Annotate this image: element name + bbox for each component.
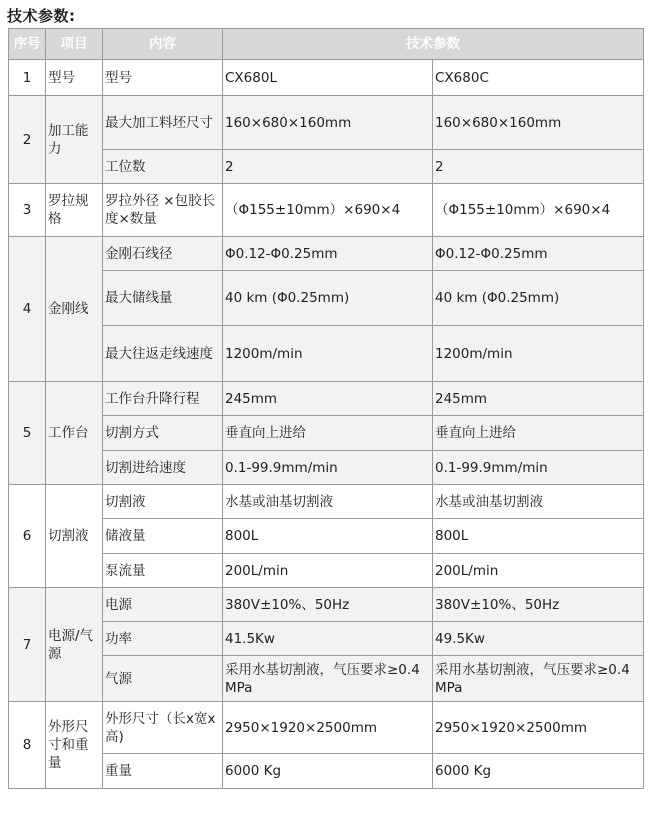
- spec-value-cx680l: 2: [223, 150, 433, 184]
- spec-value-cx680l: 800L: [223, 519, 433, 554]
- spec-value-cx680l: 40 km (Φ0.25mm): [223, 271, 433, 326]
- table-row: [9, 150, 644, 184]
- spec-value-cx680l: 245mm: [223, 382, 433, 416]
- row-number: 3: [9, 184, 46, 237]
- spec-value-cx680c: 200L/min: [433, 554, 644, 588]
- spec-value-cx680l: 2950×1920×2500mm: [223, 702, 433, 754]
- item-name: 型号: [46, 60, 103, 96]
- table-row: [9, 554, 644, 588]
- item-name: 加工能力: [46, 96, 103, 184]
- row-number: 4: [9, 237, 46, 382]
- table-row: [9, 622, 644, 656]
- table-row: [9, 702, 644, 754]
- table-row: [9, 96, 644, 150]
- content-label: 最大往返走线速度: [103, 326, 223, 382]
- content-label: 外形尺寸（长x宽x高): [103, 702, 223, 754]
- spec-table: [8, 28, 644, 789]
- spec-value-cx680c: Φ0.12-Φ0.25mm: [433, 237, 644, 271]
- content-label: 泵流量: [103, 554, 223, 588]
- spec-value-cx680c: 245mm: [433, 382, 644, 416]
- row-number: 8: [9, 702, 46, 789]
- content-label: 切割进给速度: [103, 451, 223, 485]
- spec-value-cx680c: 采用水基切割液，气压要求≥0.4 MPa: [433, 656, 644, 702]
- spec-value-cx680l: CX680L: [223, 60, 433, 96]
- item-name: 金刚线: [46, 237, 103, 382]
- spec-value-cx680c: 2: [433, 150, 644, 184]
- header-item: 项目: [46, 29, 103, 60]
- table-row: [9, 416, 644, 451]
- table-row: [9, 519, 644, 554]
- row-number: 6: [9, 485, 46, 588]
- table-row: [9, 271, 644, 326]
- spec-value-cx680l: 200L/min: [223, 554, 433, 588]
- spec-value-cx680c: 40 km (Φ0.25mm): [433, 271, 644, 326]
- spec-value-cx680c: （Φ155±10mm）×690×4: [433, 184, 644, 237]
- item-name: 外形尺寸和重量: [46, 702, 103, 789]
- header-content: 内容: [103, 29, 223, 60]
- item-name: 罗拉规格: [46, 184, 103, 237]
- spec-value-cx680l: 垂直向上进给: [223, 416, 433, 451]
- spec-value-cx680c: 6000 Kg: [433, 754, 644, 789]
- spec-value-cx680l: 1200m/min: [223, 326, 433, 382]
- spec-value-cx680l: 水基或油基切割液: [223, 485, 433, 519]
- table-row: [9, 485, 644, 519]
- spec-value-cx680l: （Φ155±10mm）×690×4: [223, 184, 433, 237]
- row-number: 7: [9, 588, 46, 702]
- item-name: 电源/气源: [46, 588, 103, 702]
- table-header-row: [9, 29, 644, 60]
- table-row: [9, 184, 644, 237]
- table-row: [9, 237, 644, 271]
- spec-value-cx680l: 采用水基切割液，气压要求≥0.4 MPa: [223, 656, 433, 702]
- spec-value-cx680l: 41.5Kw: [223, 622, 433, 656]
- content-label: 型号: [103, 60, 223, 96]
- content-label: 金刚石线径: [103, 237, 223, 271]
- table-row: [9, 754, 644, 789]
- spec-table-body: [9, 60, 644, 789]
- spec-value-cx680c: 水基或油基切割液: [433, 485, 644, 519]
- item-name: 切割液: [46, 485, 103, 588]
- table-row: [9, 326, 644, 382]
- table-row: [9, 382, 644, 416]
- spec-value-cx680c: 800L: [433, 519, 644, 554]
- row-number: 5: [9, 382, 46, 485]
- spec-value-cx680c: 49.5Kw: [433, 622, 644, 656]
- content-label: 切割液: [103, 485, 223, 519]
- content-label: 罗拉外径 ×包胶长度×数量: [103, 184, 223, 237]
- content-label: 切割方式: [103, 416, 223, 451]
- spec-value-cx680c: 380V±10%、50Hz: [433, 588, 644, 622]
- spec-value-cx680c: 垂直向上进给: [433, 416, 644, 451]
- spec-value-cx680l: 6000 Kg: [223, 754, 433, 789]
- row-number: 2: [9, 96, 46, 184]
- content-label: 最大加工料坯尺寸: [103, 96, 223, 150]
- spec-value-cx680c: 2950×1920×2500mm: [433, 702, 644, 754]
- content-label: 气源: [103, 656, 223, 702]
- content-label: 储液量: [103, 519, 223, 554]
- spec-value-cx680c: 0.1-99.9mm/min: [433, 451, 644, 485]
- content-label: 工作台升降行程: [103, 382, 223, 416]
- content-label: 工位数: [103, 150, 223, 184]
- table-row: [9, 656, 644, 702]
- spec-value-cx680l: Φ0.12-Φ0.25mm: [223, 237, 433, 271]
- spec-value-cx680c: 1200m/min: [433, 326, 644, 382]
- spec-value-cx680l: 380V±10%、50Hz: [223, 588, 433, 622]
- spec-value-cx680l: 0.1-99.9mm/min: [223, 451, 433, 485]
- section-title: 技术参数:: [7, 7, 76, 25]
- content-label: 电源: [103, 588, 223, 622]
- header-no: 序号: [9, 29, 46, 60]
- header-specs: 技术参数: [223, 29, 644, 60]
- content-label: 重量: [103, 754, 223, 789]
- spec-value-cx680l: 160×680×160mm: [223, 96, 433, 150]
- row-number: 1: [9, 60, 46, 96]
- spec-value-cx680c: CX680C: [433, 60, 644, 96]
- content-label: 最大储线量: [103, 271, 223, 326]
- table-row: [9, 588, 644, 622]
- table-row: [9, 60, 644, 96]
- content-label: 功率: [103, 622, 223, 656]
- table-row: [9, 451, 644, 485]
- item-name: 工作台: [46, 382, 103, 485]
- spec-value-cx680c: 160×680×160mm: [433, 96, 644, 150]
